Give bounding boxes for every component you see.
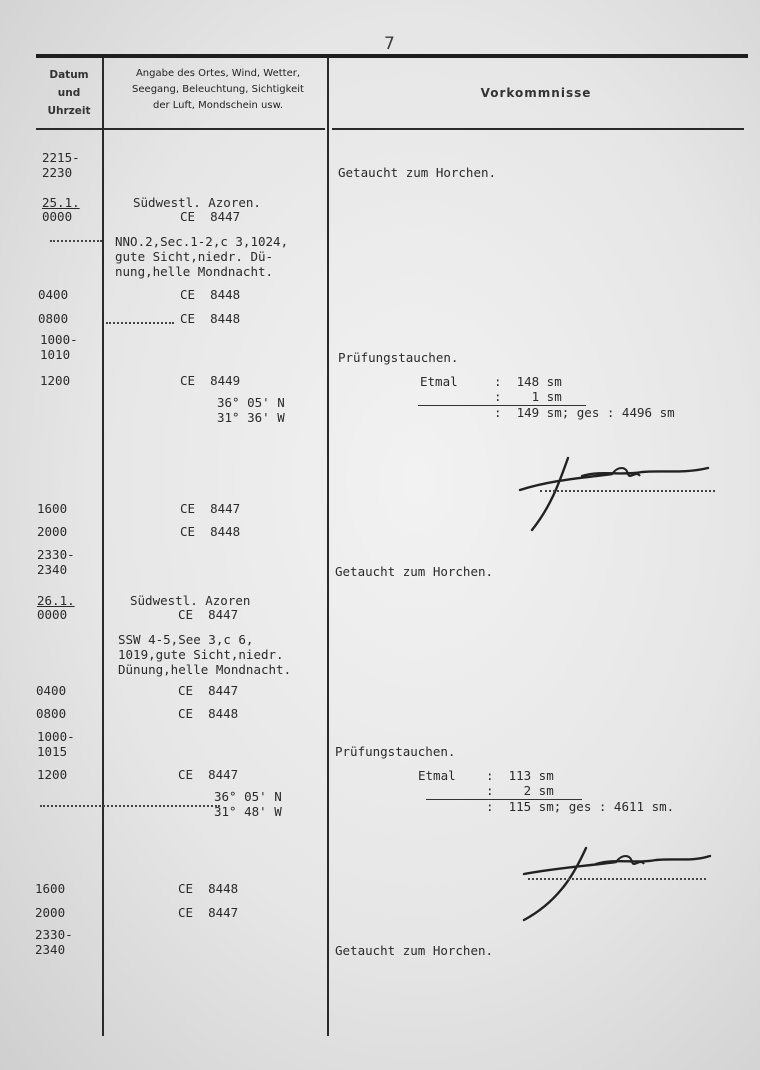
weather-entry: Dünung,helle Mondnacht.	[118, 662, 292, 677]
place-entry: CE 8447	[180, 209, 241, 224]
place-entry: CE 8449	[180, 373, 241, 388]
time-entry: 1010	[40, 347, 71, 362]
header-rule-col2	[104, 128, 325, 130]
top-rule	[36, 54, 748, 58]
page-number: 7	[384, 34, 395, 54]
etmal-label: Etmal	[418, 768, 456, 783]
time-entry: 1200	[37, 767, 68, 782]
etmal-value: : 113 sm	[486, 768, 554, 783]
time-entry: 1200	[40, 373, 71, 388]
header-rule-col1	[36, 128, 102, 130]
time-entry: 2230	[42, 165, 73, 180]
place-entry: Südwestl. Azoren.	[133, 195, 261, 210]
event-entry: Getaucht zum Horchen.	[335, 943, 494, 958]
dotted-leader	[40, 805, 220, 807]
signature-line	[528, 878, 706, 880]
weather-entry: 1019,gute Sicht,niedr.	[118, 647, 284, 662]
column-divider-left	[102, 58, 104, 1036]
time-entry: 1600	[37, 501, 68, 516]
position-lat: 36° 05' N	[217, 395, 285, 410]
event-entry: Getaucht zum Horchen.	[338, 165, 497, 180]
time-entry: 2330-	[37, 547, 75, 562]
time-entry: 0800	[38, 311, 69, 326]
place-entry: CE 8448	[180, 311, 241, 326]
place-entry: CE 8447	[178, 683, 239, 698]
place-entry: CE 8448	[180, 524, 241, 539]
time-entry: 2340	[37, 562, 68, 577]
etmal-value: : 148 sm	[494, 374, 562, 389]
place-entry: CE 8448	[178, 881, 239, 896]
weather-entry: NNO.2,Sec.1-2,c 3,1024,	[115, 234, 289, 249]
time-entry: 2000	[35, 905, 66, 920]
date-entry: 25.1.	[42, 195, 80, 210]
position-lon: 31° 36' W	[217, 410, 285, 425]
event-entry: Prüfungstauchen.	[338, 350, 459, 365]
place-entry: CE 8448	[178, 706, 239, 721]
place-entry: CE 8448	[180, 287, 241, 302]
event-entry: Getaucht zum Horchen.	[335, 564, 494, 579]
place-entry: CE 8447	[180, 501, 241, 516]
etmal-sum: : 115 sm; ges : 4611 sm.	[486, 799, 675, 814]
time-entry: 2215-	[42, 150, 80, 165]
time-entry: 1000-	[37, 729, 75, 744]
time-entry: 1000-	[40, 332, 78, 347]
time-entry: 0000	[42, 209, 73, 224]
header-date-time: Datum und Uhrzeit	[47, 69, 91, 117]
position-lon: 31° 48' W	[214, 804, 282, 819]
time-entry: 2000	[37, 524, 68, 539]
time-entry: 1015	[37, 744, 68, 759]
etmal-value: : 2 sm	[486, 783, 554, 798]
time-entry: 2330-	[35, 927, 73, 942]
time-entry: 0400	[36, 683, 67, 698]
header-rule-col3	[332, 128, 744, 130]
time-entry: 0400	[38, 287, 69, 302]
time-entry: 0000	[37, 607, 68, 622]
handwritten-signature-1	[512, 450, 712, 540]
etmal-value: : 1 sm	[494, 389, 562, 404]
place-entry: CE 8447	[178, 905, 239, 920]
time-entry: 1600	[35, 881, 66, 896]
time-entry: 2340	[35, 942, 66, 957]
dotted-leader	[106, 322, 174, 324]
event-entry: Prüfungstauchen.	[335, 744, 456, 759]
place-entry: CE 8447	[178, 607, 239, 622]
place-entry: Südwestl. Azoren	[130, 593, 251, 608]
place-entry: CE 8447	[178, 767, 239, 782]
column-divider-right	[327, 58, 329, 1036]
position-lat: 36° 05' N	[214, 789, 282, 804]
etmal-label: Etmal	[420, 374, 458, 389]
date-entry: 26.1.	[37, 593, 75, 608]
weather-entry: gute Sicht,niedr. Dü-	[115, 249, 274, 264]
header-location-weather: Angabe des Ortes, Wind, Wetter, Seegang, Beleuchtung, Sichtigkeit der Luft, Mondschein usw.	[132, 68, 304, 111]
handwritten-signature-2	[516, 840, 716, 930]
etmal-sum: : 149 sm; ges : 4496 sm	[494, 405, 675, 420]
weather-entry: SSW 4-5,See 3,c 6,	[118, 632, 254, 647]
time-entry: 0800	[36, 706, 67, 721]
signature-line	[540, 490, 715, 492]
header-events: Vorkommnisse	[480, 86, 592, 100]
weather-entry: nung,helle Mondnacht.	[115, 264, 274, 279]
dotted-leader	[50, 240, 102, 242]
